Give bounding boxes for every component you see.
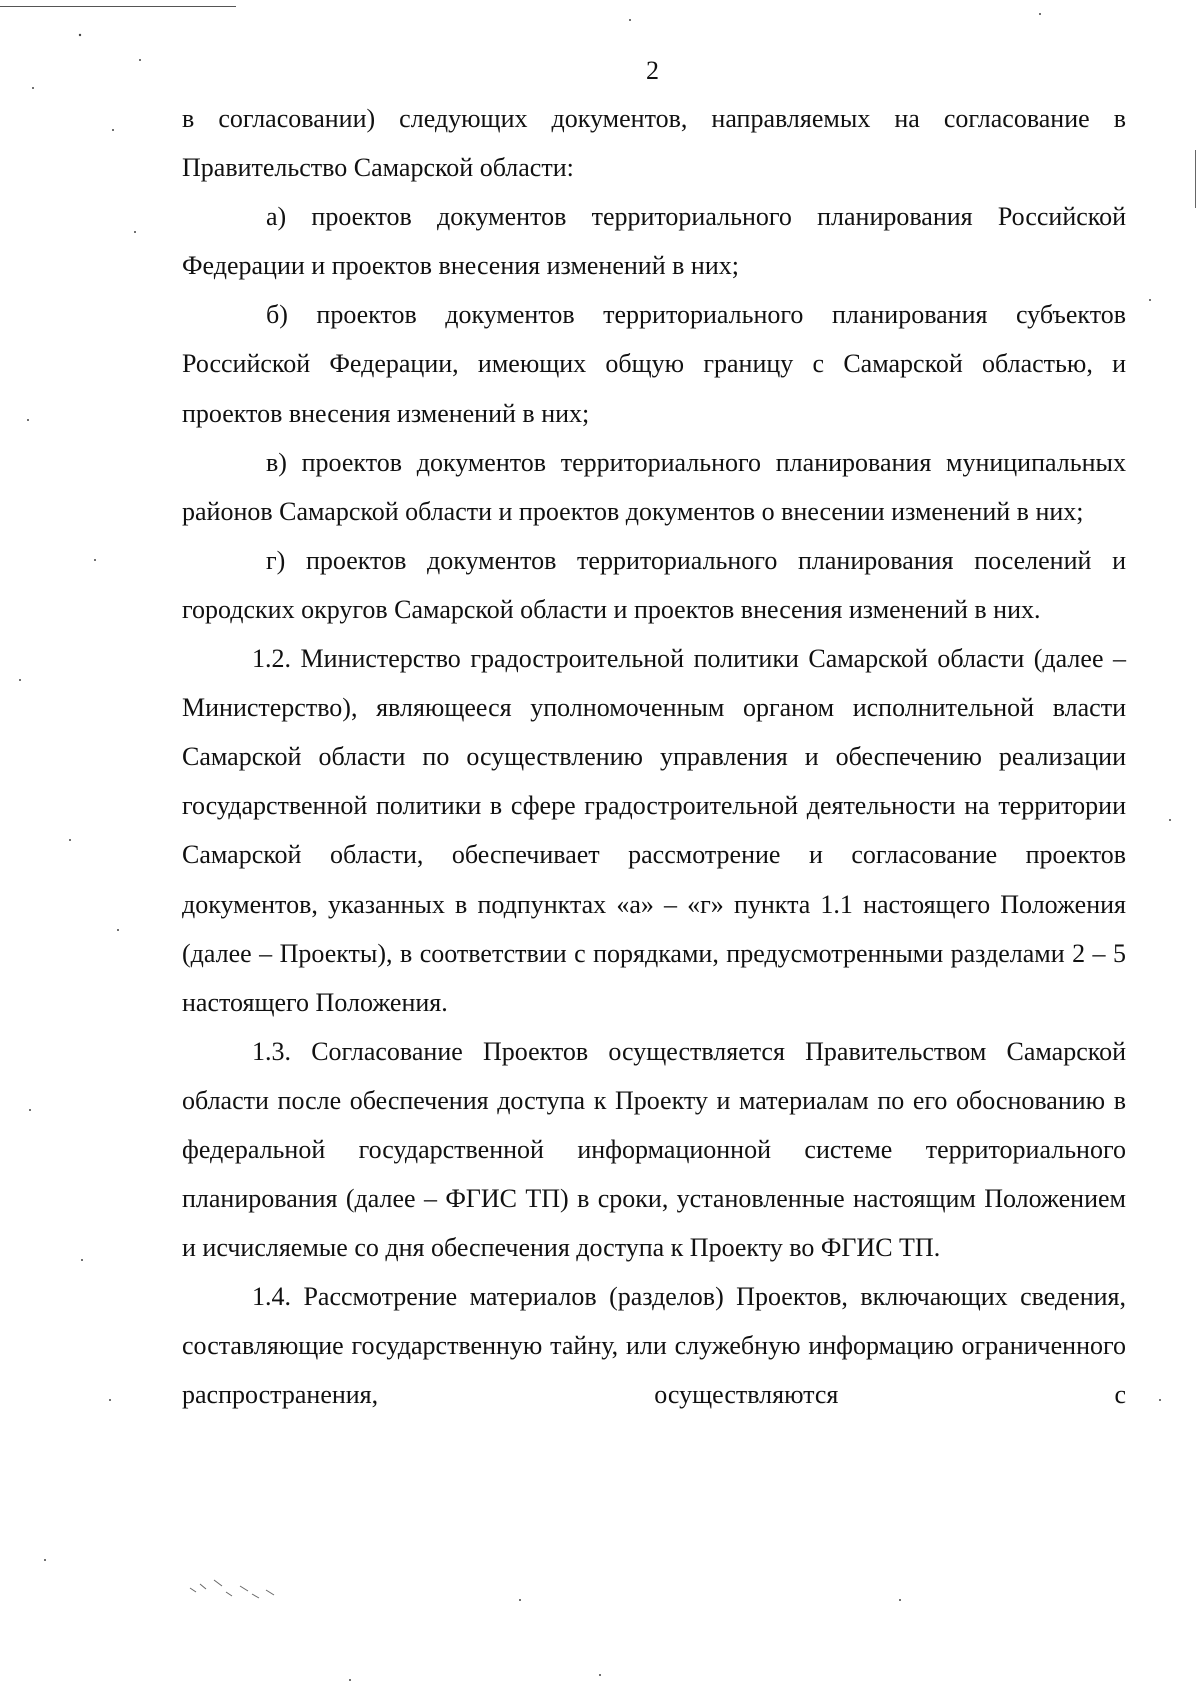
paragraph-intro: в согласовании) следующих документов, направляемых на согласование в Правительство Самарской области: (182, 104, 1126, 183)
paragraph-item-v: в) проектов документов территориального планирования муниципальных районов Самарской области и проектов документов о внесении изменений в них; (182, 447, 1126, 526)
paragraph-item-a: а) проектов документов территориального планирования Российской Федерации и проектов внесения изменений в них; (182, 202, 1126, 281)
page-number: 2 (646, 56, 659, 85)
paragraph-1-3: 1.3. Согласование Проектов осуществляется Правительством Самарской области после обеспечения доступа к Проекту и материалам по его обоснованию в федеральной государственной информационной системе территориального планирования (далее – ФГИС ТП) в сроки, установленные настоящим Положением и исчисляемые со дня обеспечения доступа к Проекту во ФГИС ТП. (182, 1036, 1126, 1263)
paragraph-1-4: 1.4. Рассмотрение материалов (разделов) Проектов, включающих сведения, составляющие государственную тайну, или служебную информацию ограниченного распространения, осуществляются с (182, 1282, 1126, 1410)
paragraph-1-2: 1.2. Министерство градостроительной политики Самарской области (далее – Министерство), являющееся уполномоченным органом исполнительной власти Самарской области по осуществлению управления и обеспечению реализации государственной политики в сфере градостроительной деятельности на территории Самарской области, обеспечивает рассмотрение и согласование проектов документов, указанных в подпунктах «а» – «г» пункта 1.1 настоящего Положения (далее – Проекты), в соответствии с порядками, предусмотренными разделами 2 – 5 настоящего Положения. (182, 644, 1126, 1017)
paragraph-item-g: г) проектов документов территориального планирования поселений и городских округов Самарской области и проектов внесения изменений в них. (182, 545, 1126, 624)
paragraph-item-b: б) проектов документов территориального планирования субъектов Российской Федерации, имеющих общую границу с Самарской областью, и проектов внесения изменений в них; (182, 300, 1126, 428)
